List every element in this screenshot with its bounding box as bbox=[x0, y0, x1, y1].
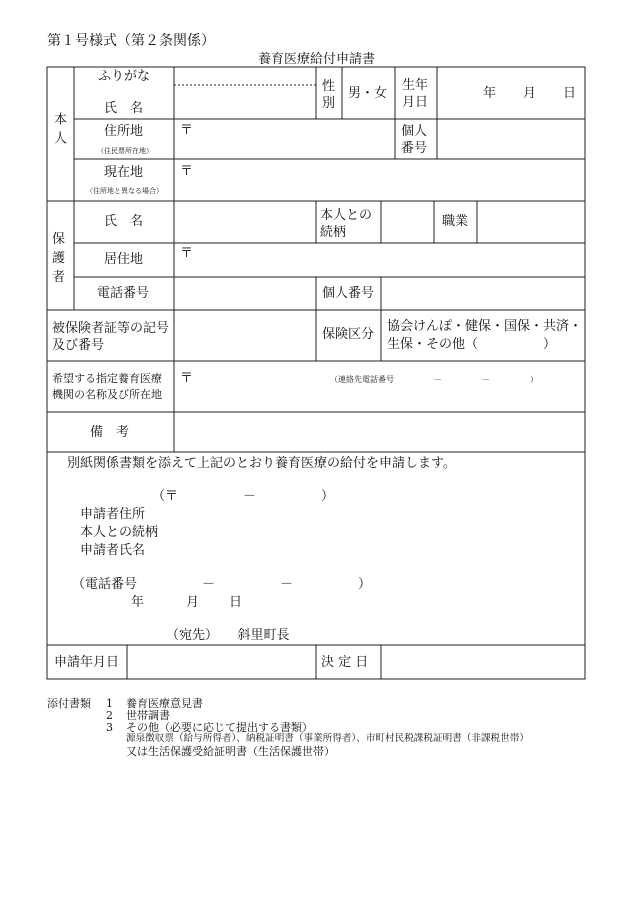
guardian-name-label: 氏 名 bbox=[104, 214, 144, 229]
insurance-category-label: 保険区分 bbox=[322, 327, 375, 342]
section-label-guardian: 保護者 bbox=[52, 232, 66, 285]
hospital-phone-note: （連絡先電話番号 － － ） bbox=[330, 375, 538, 384]
furigana-field[interactable] bbox=[175, 70, 316, 84]
dob-day: 日 bbox=[563, 86, 577, 101]
guardian-postal-mark: 〒 bbox=[180, 246, 194, 261]
remarks-label: 備 考 bbox=[90, 425, 130, 440]
attachments-label: 添付書類 bbox=[47, 697, 91, 710]
guardian-residence-label: 居住地 bbox=[104, 252, 144, 267]
hospital-postal-mark: 〒 bbox=[180, 371, 194, 386]
guardian-job-label: 職業 bbox=[442, 214, 469, 229]
dob-month: 月 bbox=[523, 86, 537, 101]
person-name-label: 氏 名 bbox=[104, 101, 144, 116]
guardian-phone-label: 電話番号 bbox=[97, 286, 150, 301]
declaration-statement: 別紙関係書類を添えて上記のとおり養育医療の給付を申請します。 bbox=[67, 456, 456, 471]
declaration-day: 日 bbox=[229, 595, 243, 610]
current-postal-mark: 〒 bbox=[180, 164, 194, 179]
dob-label: 生年月日 bbox=[402, 78, 429, 110]
person-name-field[interactable] bbox=[175, 86, 316, 118]
applicant-name-label: 申請者氏名 bbox=[80, 543, 146, 558]
remarks-field[interactable] bbox=[175, 413, 584, 451]
dob-year: 年 bbox=[483, 86, 497, 101]
person-id-label: 個人番号 bbox=[401, 124, 428, 156]
form-title: 養育医療給付申請書 bbox=[258, 52, 376, 67]
decision-date-label: 決 定 日 bbox=[321, 655, 369, 670]
apply-date-field[interactable] bbox=[128, 646, 315, 678]
address-label: 住所地 bbox=[104, 124, 144, 139]
addressee: （宛先） 斜里町長 bbox=[166, 628, 290, 643]
attachment-text-2: 世帯調書 bbox=[126, 709, 170, 722]
applicant-phone: （電話番号 － － ） bbox=[72, 577, 372, 592]
insurance-options-line2[interactable]: 生保・その他（ ） bbox=[387, 337, 557, 352]
guardian-relation-label: 本人との続柄 bbox=[320, 208, 373, 240]
form-number: 第１号様式（第２条関係） bbox=[47, 33, 215, 49]
gender-options[interactable]: 男・女 bbox=[348, 86, 388, 101]
attachment-num-1: 1 bbox=[106, 697, 113, 710]
attachment-detail-2: 又は生活保護受給証明書（生活保護世帯） bbox=[126, 745, 335, 758]
gender-label: 性別 bbox=[322, 79, 336, 111]
furigana-label: ふりがな bbox=[98, 69, 151, 84]
applicant-postal: （〒 － ） bbox=[152, 489, 335, 504]
guardian-id-label: 個人番号 bbox=[322, 286, 375, 301]
applicant-address-label: 申請者住所 bbox=[80, 507, 146, 522]
apply-date-label: 申請年月日 bbox=[54, 655, 120, 670]
hospital-label: 希望する指定養育医療機関の名称及び所在地 bbox=[52, 372, 162, 401]
applicant-relation-label: 本人との続柄 bbox=[80, 525, 159, 540]
insurance-options-line1[interactable]: 協会けんぽ・健保・国保・共済・ bbox=[387, 319, 583, 334]
attachment-text-3: その他（必要に応じて提出する書類） bbox=[126, 721, 313, 734]
address-postal-mark: 〒 bbox=[180, 123, 194, 138]
attachment-num-2: 2 bbox=[106, 709, 113, 722]
declaration-month: 月 bbox=[186, 595, 200, 610]
section-label-person: 本人 bbox=[51, 112, 66, 150]
attachment-num-3: 3 bbox=[106, 721, 113, 734]
attachment-detail-1: 源泉徴収票（給与所得者）、納税証明書（事業所得者）、市町村民税課税証明書（非課税世帯） bbox=[126, 733, 529, 744]
declaration-year: 年 bbox=[131, 595, 145, 610]
insurance-cert-label: 被保険者証等の記号及び番号 bbox=[52, 321, 170, 353]
current-location-note: （住所地と異なる場合） bbox=[86, 187, 163, 195]
decision-date-field[interactable] bbox=[382, 646, 584, 678]
attachment-text-1: 養育医療意見書 bbox=[126, 697, 203, 710]
address-note: （住民票所在地） bbox=[97, 147, 153, 155]
current-location-label: 現在地 bbox=[104, 165, 144, 180]
